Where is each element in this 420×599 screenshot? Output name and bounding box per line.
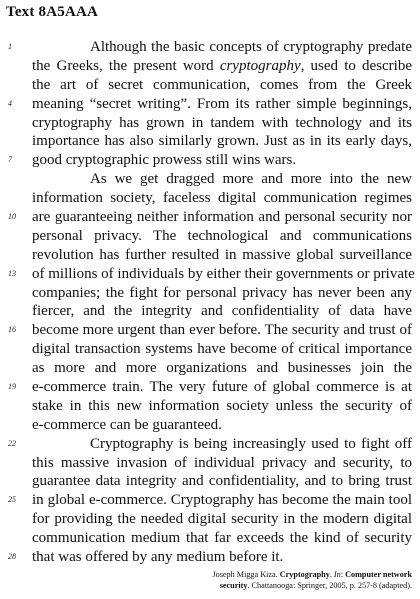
text-line [32,340,412,359]
text-line [8,208,412,227]
line-text: become more urgent than ever before. The security and trust of [32,322,412,339]
line-number: 28 [8,552,16,562]
line-number: 10 [8,212,16,222]
citation-line-2 [132,581,412,592]
line-number: 7 [8,155,12,165]
text-line [8,378,412,397]
line-text: personal privacy. The technological and communications [32,227,412,244]
line-text: the Greeks, the present word [32,57,220,74]
citation-chapter-title: Cryptography [279,570,330,579]
line-text: that was offered by any medium before it. [32,549,284,566]
line-number: 1 [8,42,12,51]
text-line [32,284,412,303]
line-text: e-commerce train. The very future of global commerce is at [32,379,412,396]
text-line [32,416,412,435]
line-text: are guaranteeing neither information and personal security nor [32,209,412,226]
text-line [32,132,412,151]
text-line [32,227,412,246]
text-line [32,114,412,133]
text-line [8,151,412,170]
line-text: communication medium that far exceeds the kind of security [32,530,412,547]
line-text: information society, faceless digital communication regimes [32,190,412,207]
text-line [32,359,412,378]
text-line [8,265,415,284]
text-line [32,472,412,491]
citation-in: In [333,570,341,579]
line-text: e-commerce can be guaranteed. [32,416,222,433]
text-line [32,76,412,95]
line-text: in global e-commerce. Cryptography has become the main tool [32,492,412,509]
text-line [8,38,412,57]
text-line [32,510,412,529]
text-line [32,57,412,76]
text-line [8,548,412,567]
line-text: this massive invasion of individual privacy and security, to [32,454,412,471]
line-text: revolution has further resulted in massive global surveillance [32,246,412,263]
passage [8,38,415,567]
line-text: , used to describe [300,57,412,74]
line-text: stake in this new information society unless the security of [32,397,412,414]
line-text: As we get dragged more and more into the new [90,171,412,188]
citation-publication: . Chattanooga: Springer, 2005, p. 257-8 (adapted). [247,580,412,590]
line-number: 22 [8,438,16,448]
line-text: of millions of individuals by either their governments or private [32,265,415,282]
text-line [8,95,412,114]
text-line [32,189,412,208]
line-text: companies; the fight for personal privacy has never been any [32,284,412,301]
line-text: good cryptographic prowess still wins wars. [32,152,297,169]
emphasized-word: cryptography [219,57,301,74]
line-text: fiercer, and the integrity and confidentiality of data have [32,303,412,320]
line-number: 16 [8,325,16,335]
text-line [8,435,412,454]
citation-book-title-a: Computer network [345,570,412,579]
text-line [32,170,412,189]
line-text: as more and more organizations and businesses join the [32,360,412,377]
line-text: importance has also similarly grown. Just as in its early days, [32,133,412,150]
text-line [32,397,412,416]
source-citation [132,570,412,591]
line-text: Although the basic concepts of cryptography predate [90,39,412,55]
text-line [32,246,412,265]
line-text: Cryptography is being increasingly used to fight off [90,435,412,452]
citation-line-1 [132,570,412,581]
text-line [8,321,412,340]
line-text: for providing the needed digital security in the modern digital [32,511,412,528]
citation-book-title-b: security [219,580,248,590]
line-number: 25 [8,495,16,505]
line-number: 4 [8,98,12,108]
citation-colon: : [340,570,346,579]
citation-separator: . [329,570,334,579]
citation-author: Joseph Migga Kiza. [212,570,280,579]
text-line [8,491,412,510]
line-text: the art of secret communication, comes from the Greek [32,76,412,93]
line-text: meaning “secret writing”. From its rather simple beginnings, [32,95,412,112]
line-number: 19 [8,382,16,392]
line-text: cryptography has grown in tandem with technology and its [32,114,412,131]
text-title: Text 8A5AAA [6,4,99,20]
line-text: digital transaction systems have become of critical importance [32,341,412,358]
line-number: 13 [8,268,16,278]
text-line [32,454,412,473]
line-text: guarantee data integrity and confidentiality, and to bring trust [32,473,412,490]
text-line [32,302,412,321]
text-line [32,529,412,548]
